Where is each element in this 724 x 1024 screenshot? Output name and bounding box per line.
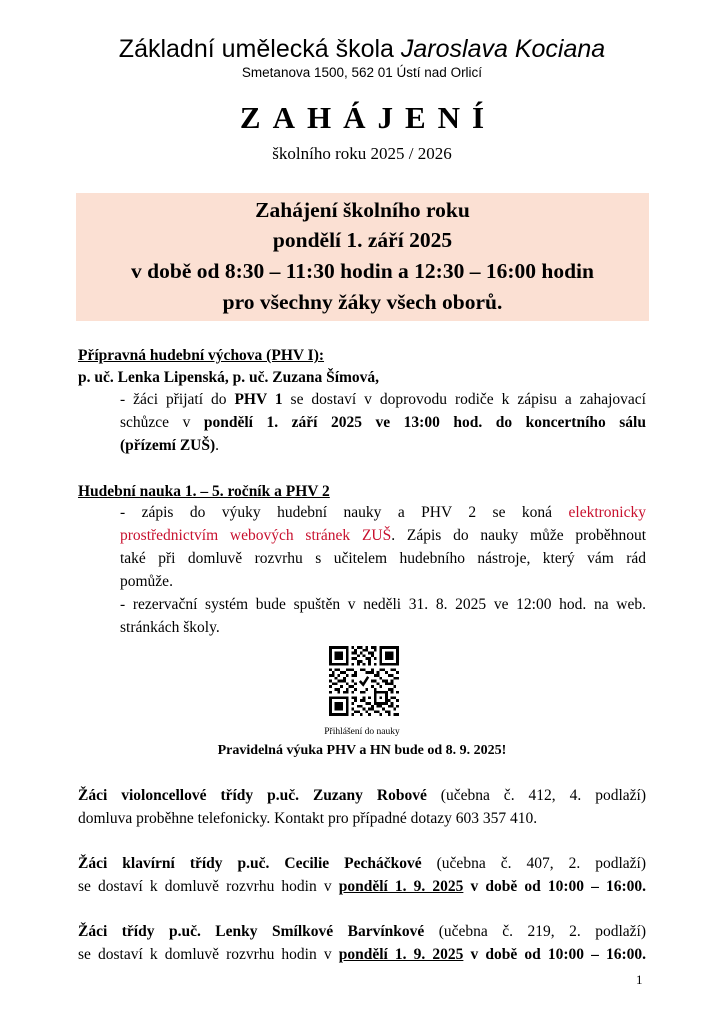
hn-line-2-link[interactable]: prostřednictvím webových stránek ZUŠ	[120, 527, 392, 544]
phv1-line-3-a: (přízemí ZUŠ)	[120, 437, 216, 454]
smilkova-section	[78, 920, 646, 966]
hn-line-5: - rezervační systém bude spuštěn v neděli 31. 8. 2025 ve 12:00 hod. na web.	[120, 596, 646, 613]
cello-line-1	[78, 784, 646, 807]
phv1-line-2-b: pondělí 1. září 2025 ve 13:00 hod. do koncertního sálu	[203, 414, 646, 431]
phv1-line-3-end: .	[215, 437, 220, 454]
school-name	[0, 34, 724, 64]
cello-line-1-bold: Žáci violoncellové třídy p.uč. Zuzany Robové	[78, 787, 427, 804]
hn-line-4: pomůže.	[120, 573, 173, 590]
smilkova-line-1	[78, 920, 646, 943]
document-subtitle: školního roku 2025 / 2026	[272, 144, 452, 163]
phv1-line-3	[120, 434, 646, 457]
regular-lessons-note: Pravidelná výuka PHV a HN bude od 8. 9. 2025!	[217, 743, 507, 758]
hn-line-1	[120, 501, 646, 524]
phv1-line-1-c: se dostaví v doprovodu rodiče k zápisu a zahajovací	[282, 391, 646, 408]
hn-line-1-link[interactable]: elektronicky	[568, 504, 646, 521]
phv1-text	[120, 388, 646, 457]
hn-heading: Hudební nauka 1. – 5. ročník a PHV 2	[78, 483, 330, 500]
smilkova-line-1-rest: (učebna č. 219, 2. podlaží)	[424, 923, 646, 940]
school-name-italic: Jaroslava Kociana	[400, 35, 606, 63]
smilkova-line-2-date: pondělí 1. 9. 2025	[338, 946, 464, 963]
qr-caption: Přihlášení do nauky	[324, 727, 400, 737]
page-number: 1	[636, 972, 643, 987]
phv1-line-2-a: schůzce v	[120, 414, 204, 431]
smilkova-line-1-bold: Žáci třídy p.uč. Lenky Smílkové Barvínkové	[78, 923, 425, 940]
smilkova-line-2-time: v době od 10:00 – 16:00.	[463, 946, 646, 963]
hn-line-2-b: . Zápis do nauky může proběhnout	[391, 527, 646, 544]
cello-line-2: domluva proběhne telefonicky. Kontakt pro případné dotazy 603 357 410.	[78, 810, 538, 827]
cello-section	[78, 784, 646, 830]
hn-text	[120, 501, 646, 639]
hn-line-3: také při domluvě rozvrhu s učitelem hudebního nástroje, který vám rád	[120, 550, 646, 567]
phv1-line-1	[120, 388, 646, 411]
piano-line-1	[78, 852, 646, 875]
piano-section	[78, 852, 646, 898]
hn-line-6: stránkách školy.	[120, 619, 220, 636]
highlight-line-2: pondělí 1. září 2025	[272, 228, 453, 252]
piano-line-1-rest: (učebna č. 407, 2. podlaží)	[421, 855, 646, 872]
qr-code-icon[interactable]	[329, 646, 399, 716]
phv1-line-2	[120, 411, 646, 434]
piano-line-2-time: v době od 10:00 – 16:00.	[463, 878, 646, 895]
cello-line-1-rest: (učebna č. 412, 4. podlaží)	[426, 787, 646, 804]
phv1-heading: Přípravná hudební výchova (PHV I):	[78, 347, 325, 364]
highlight-line-4: pro všechny žáky všech oborů.	[222, 290, 503, 314]
highlight-line-3: v době od 8:30 – 11:30 hodin a 12:30 – 16:00 hodin	[131, 259, 594, 283]
phv1-line-1-a: - žáci přijatí do	[120, 391, 235, 408]
school-name-regular: Základní umělecká škola	[118, 35, 401, 63]
phv1-teachers: p. uč. Lenka Lipenská, p. uč. Zuzana Šímová,	[78, 369, 380, 386]
smilkova-line-2	[78, 943, 646, 966]
piano-line-2-date: pondělí 1. 9. 2025	[338, 878, 464, 895]
highlight-box	[76, 193, 649, 321]
phv1-line-1-b: PHV 1	[234, 391, 283, 408]
document-title: ZAHÁJENÍ	[239, 100, 497, 135]
piano-line-2	[78, 875, 646, 898]
smilkova-line-2-a: se dostaví k domluvě rozvrhu hodin v	[78, 946, 339, 963]
piano-line-1-bold: Žáci klavírní třídy p.uč. Cecilie Pecháčkové	[78, 855, 422, 872]
piano-line-2-a: se dostaví k domluvě rozvrhu hodin v	[78, 878, 339, 895]
hn-line-2	[120, 524, 646, 547]
hn-line-1-a: - zápis do výuky hudební nauky a PHV 2 se koná	[120, 504, 569, 521]
school-address: Smetanova 1500, 562 01 Ústí nad Orlicí	[241, 65, 483, 80]
highlight-line-1: Zahájení školního roku	[255, 198, 470, 222]
